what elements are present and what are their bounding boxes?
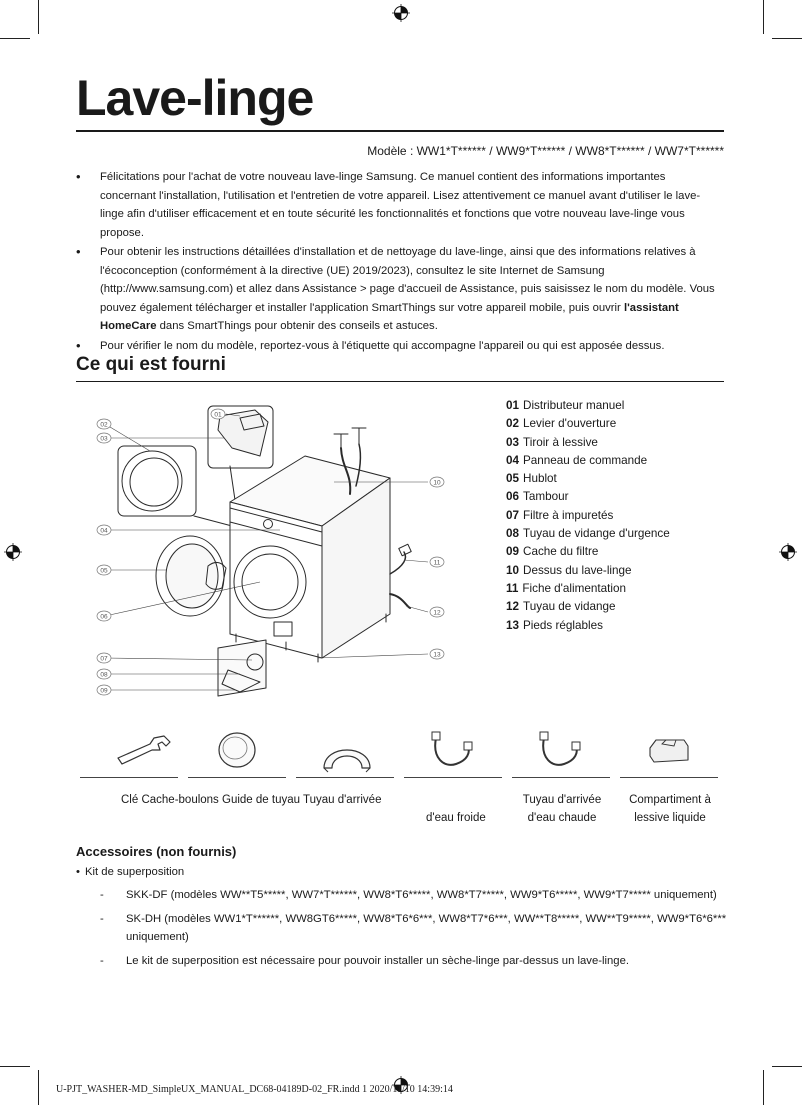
- legend-item: 08 Tuyau de vidange d'urgence: [506, 527, 670, 541]
- callout-09: 09: [100, 687, 108, 695]
- callout-01: 01: [214, 411, 222, 419]
- legend-item: 04 Panneau de commande: [506, 453, 648, 467]
- callout-04: 04: [100, 527, 108, 535]
- legend-item: 10 Dessus du lave-linge: [506, 563, 632, 577]
- callout-05: 05: [100, 567, 108, 575]
- cold-hose-icon: [424, 728, 480, 774]
- accessory-divider: [296, 777, 394, 778]
- callout-06: 06: [100, 613, 108, 621]
- crop-mark: [38, 1070, 39, 1105]
- accessory-label: d'eau chaude: [527, 812, 597, 824]
- section-title: Ce qui est fourni: [76, 354, 226, 375]
- kit-list: [100, 886, 730, 976]
- accessory-label: Clé Cache-boulons Guide de tuyau Tuyau d'arrivée: [121, 794, 382, 806]
- crop-mark: [0, 38, 30, 39]
- section-divider: [76, 381, 724, 382]
- washer-diagram: [90, 396, 450, 702]
- callout-08: 08: [100, 671, 108, 679]
- accessory-divider: [188, 777, 286, 778]
- legend-item: 07 Filtre à impuretés: [506, 508, 614, 522]
- callout-03: 03: [100, 435, 108, 443]
- homecare-app-name: l'assistant HomeCare: [100, 301, 679, 332]
- crop-mark: [763, 1070, 764, 1105]
- print-footer: U-PJT_WASHER-MD_SimpleUX_MANUAL_DC68-04189D-02_FR.indd 1 2020/11/10 14:39:14: [56, 1084, 453, 1095]
- accessory-divider: [404, 777, 502, 778]
- callout-13: 13: [433, 651, 441, 659]
- crop-mark: [763, 0, 764, 34]
- crop-mark: [772, 1066, 802, 1067]
- intro-text: dans SmartThings pour obtenir des conseils et astuces.: [156, 320, 438, 332]
- accessory-label: Compartiment à: [629, 794, 711, 806]
- callout-02: 02: [100, 421, 108, 429]
- hose-guide-icon: [320, 734, 374, 774]
- legend-item: 02 Levier d'ouverture: [506, 417, 617, 431]
- hot-hose-icon: [532, 728, 588, 774]
- legend-item: 01 Distributeur manuel: [506, 399, 625, 412]
- callout-11: 11: [433, 559, 441, 567]
- liquid-compartment-icon: [646, 736, 692, 766]
- list-item: - SK-DH (modèles WW1*T******, WW8GT6*****, WW8*T6*6***, WW8*T7*6***, WW**T8*****, WW**T9*****, WW9*T6*6*** uniquement): [100, 910, 730, 946]
- title-divider: [76, 130, 724, 132]
- accessory-label: lessive liquide: [634, 812, 706, 824]
- subsection-title: Accessoires (non fournis): [76, 844, 237, 859]
- accessory-divider: [80, 777, 178, 778]
- legend-item: 13 Pieds réglables: [506, 618, 603, 632]
- callout-12: 12: [433, 609, 441, 617]
- component-legend: [506, 397, 670, 635]
- intro-text: Pour obtenir les instructions détaillées d'installation et de nettoyage du lave-linge, ainsi que des informations relatives à l'écoconception (conformément à la directive (UE) 2019/2023), consultez le site Internet de Samsung (http://www.samsung.com) et allez dans Assistance > page d'accueil de Assistance, puis saisissez le nom du modèle. Vous pouvez également télécharger et installer l'application SmartThings sur votre appareil mobile, puis ouvrir: [100, 246, 715, 314]
- accessory-label: d'eau froide: [426, 812, 486, 824]
- accessory-label: Tuyau d'arrivée: [522, 794, 602, 806]
- callout-10: 10: [433, 479, 441, 487]
- legend-item: 06 Tambour: [506, 490, 569, 504]
- crop-mark: [0, 1066, 30, 1067]
- crop-mark: [38, 0, 39, 34]
- intro-bullet: • Félicitations pour l'achat de votre nouveau lave-linge Samsung. Ce manuel contient des informations importantes concernant l'installation, l'utilisation et l'entretien de votre appareil. Lisez attentivement ce manuel avant d'utiliser le lave-linge afin d'utiliser efficacement et en toute sécurité les fonctionnalités et fonctions que votre nouveau lave-linge vous propose.: [76, 168, 724, 242]
- legend-item: 03 Tiroir à lessive: [506, 435, 598, 449]
- callout-07: 07: [100, 655, 108, 663]
- registration-mark-icon: [4, 543, 22, 561]
- list-item: - SKK-DF (modèles WW**T5*****, WW7*T******, WW8*T6*****, WW8*T7*****, WW9*T6*****, WW9*T7***** uniquement): [100, 886, 730, 904]
- legend-item: 09 Cache du filtre: [506, 545, 599, 559]
- page-title: Lave-linge: [76, 70, 314, 126]
- wrench-icon: [114, 732, 174, 766]
- intro-list: [76, 168, 724, 356]
- bolt-cap-icon: [214, 730, 260, 770]
- kit-bullet: • Kit de superposition: [76, 866, 185, 878]
- list-item: - Le kit de superposition est nécessaire pour pouvoir installer un sèche-linge par-dessus un lave-linge.: [100, 952, 730, 970]
- intro-bullet: • Pour vérifier le nom du modèle, reportez-vous à l'étiquette qui accompagne l'appareil ou qui est apposée dessus.: [76, 337, 724, 356]
- accessory-divider: [620, 777, 718, 778]
- accessory-divider: [512, 777, 610, 778]
- legend-item: 05 Hublot: [506, 472, 557, 486]
- registration-mark-icon: [779, 543, 797, 561]
- registration-mark-icon: [392, 4, 410, 22]
- crop-mark: [772, 38, 802, 39]
- legend-item: 11 Fiche d'alimentation: [506, 581, 626, 595]
- model-line: Modèle : WW1*T****** / WW9*T****** / WW8*T****** / WW7*T******: [367, 144, 724, 158]
- intro-bullet: [76, 243, 724, 336]
- legend-item: 12 Tuyau de vidange: [506, 600, 616, 614]
